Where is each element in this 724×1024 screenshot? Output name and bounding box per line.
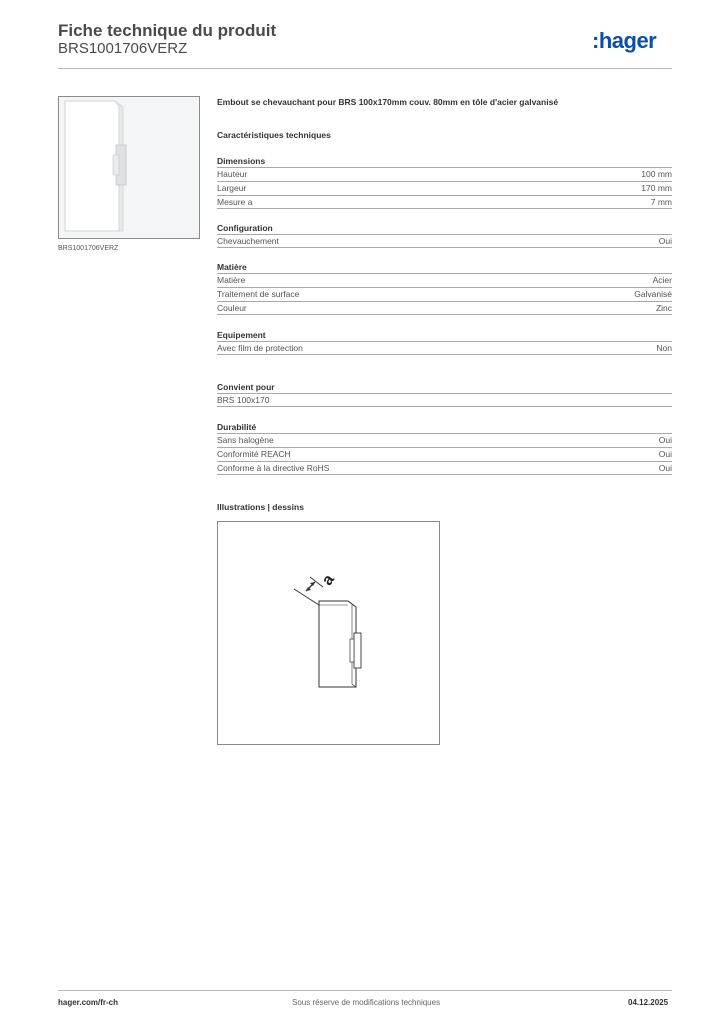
- spec-row: [217, 195, 672, 209]
- spec-label: Hauteur: [217, 169, 248, 179]
- section-dimensions: [217, 155, 672, 209]
- hager-logo: :hager: [592, 28, 657, 53]
- specs-heading: Caractéristiques techniques: [217, 130, 331, 140]
- spec-rows: [217, 433, 672, 475]
- spec-label: Chevauchement: [217, 236, 279, 246]
- spec-row: [217, 181, 672, 195]
- spec-row: [217, 167, 672, 181]
- section-title: Convient pour: [217, 382, 275, 392]
- section-title: Configuration: [217, 223, 273, 233]
- illustration-frame: [217, 521, 440, 745]
- spec-value: Oui: [658, 435, 672, 445]
- spec-rows: [217, 167, 672, 209]
- spec-row: [217, 461, 672, 475]
- spec-row: [217, 393, 672, 407]
- section-equipement: [217, 329, 672, 355]
- spec-value: Oui: [658, 463, 672, 473]
- spec-value: 100 mm: [641, 169, 672, 179]
- spec-value: Non: [656, 343, 672, 353]
- spec-value: Oui: [658, 449, 672, 459]
- section-durabilite: [217, 421, 672, 475]
- spec-label: Conforme à la directive RoHS: [217, 463, 330, 473]
- dimension-label: a: [318, 571, 338, 589]
- spec-value: Galvanisé: [634, 289, 672, 299]
- spec-label: Traitement de surface: [217, 289, 300, 299]
- spec-label: Largeur: [217, 183, 247, 193]
- spec-label: Avec film de protection: [217, 343, 303, 353]
- technical-drawing: [218, 522, 439, 744]
- spec-rows: [217, 341, 672, 355]
- page-title: Fiche technique du produit: [58, 21, 277, 40]
- spec-row: [217, 234, 672, 248]
- product-image-frame: [58, 96, 200, 239]
- spec-value: Zinc: [655, 303, 672, 313]
- footer-website-link[interactable]: hager.com/fr-ch: [58, 998, 119, 1007]
- spec-row: [217, 287, 672, 301]
- illustrations-title: Illustrations | dessins: [217, 502, 304, 512]
- spec-rows: [217, 393, 672, 407]
- spec-row: [217, 273, 672, 287]
- section-title: Equipement: [217, 330, 266, 340]
- spec-label: Couleur: [217, 303, 247, 313]
- spec-value: 7 mm: [650, 197, 672, 207]
- product-image-caption: BRS1001706VERZ: [58, 245, 119, 252]
- section-convient: [217, 381, 672, 407]
- spec-value: 170 mm: [641, 183, 672, 193]
- spec-value: Acier: [652, 275, 672, 285]
- spec-rows: [217, 273, 672, 315]
- spec-row: [217, 301, 672, 315]
- logo-text: hager: [598, 28, 657, 53]
- section-matiere: [217, 261, 672, 315]
- spec-label: Sans halogène: [217, 435, 274, 445]
- section-configuration: [217, 222, 672, 248]
- footer-note: Sous réserve de modifications techniques: [292, 998, 441, 1007]
- section-title: Matière: [217, 262, 247, 272]
- section-title: Dimensions: [217, 156, 266, 166]
- footer-divider: [58, 990, 672, 991]
- spec-label: Matière: [217, 275, 246, 285]
- header-divider: [58, 68, 672, 69]
- spec-row: [217, 341, 672, 355]
- spec-rows: [217, 234, 672, 248]
- spec-row: [217, 447, 672, 461]
- section-title: Durabilité: [217, 422, 257, 432]
- spec-label: BRS 100x170: [217, 395, 270, 405]
- spec-value: Oui: [658, 236, 672, 246]
- spec-label: Mesure a: [217, 197, 253, 207]
- product-description: Embout se chevauchant pour BRS 100x170mm couv. 80mm en tôle d'acier galvanisé: [217, 97, 559, 107]
- spec-row: [217, 433, 672, 447]
- footer-date: 04.12.2025: [628, 998, 669, 1007]
- product-image: [59, 97, 199, 238]
- product-code: BRS1001706VERZ: [58, 40, 188, 57]
- spec-label: Conformité REACH: [217, 449, 291, 459]
